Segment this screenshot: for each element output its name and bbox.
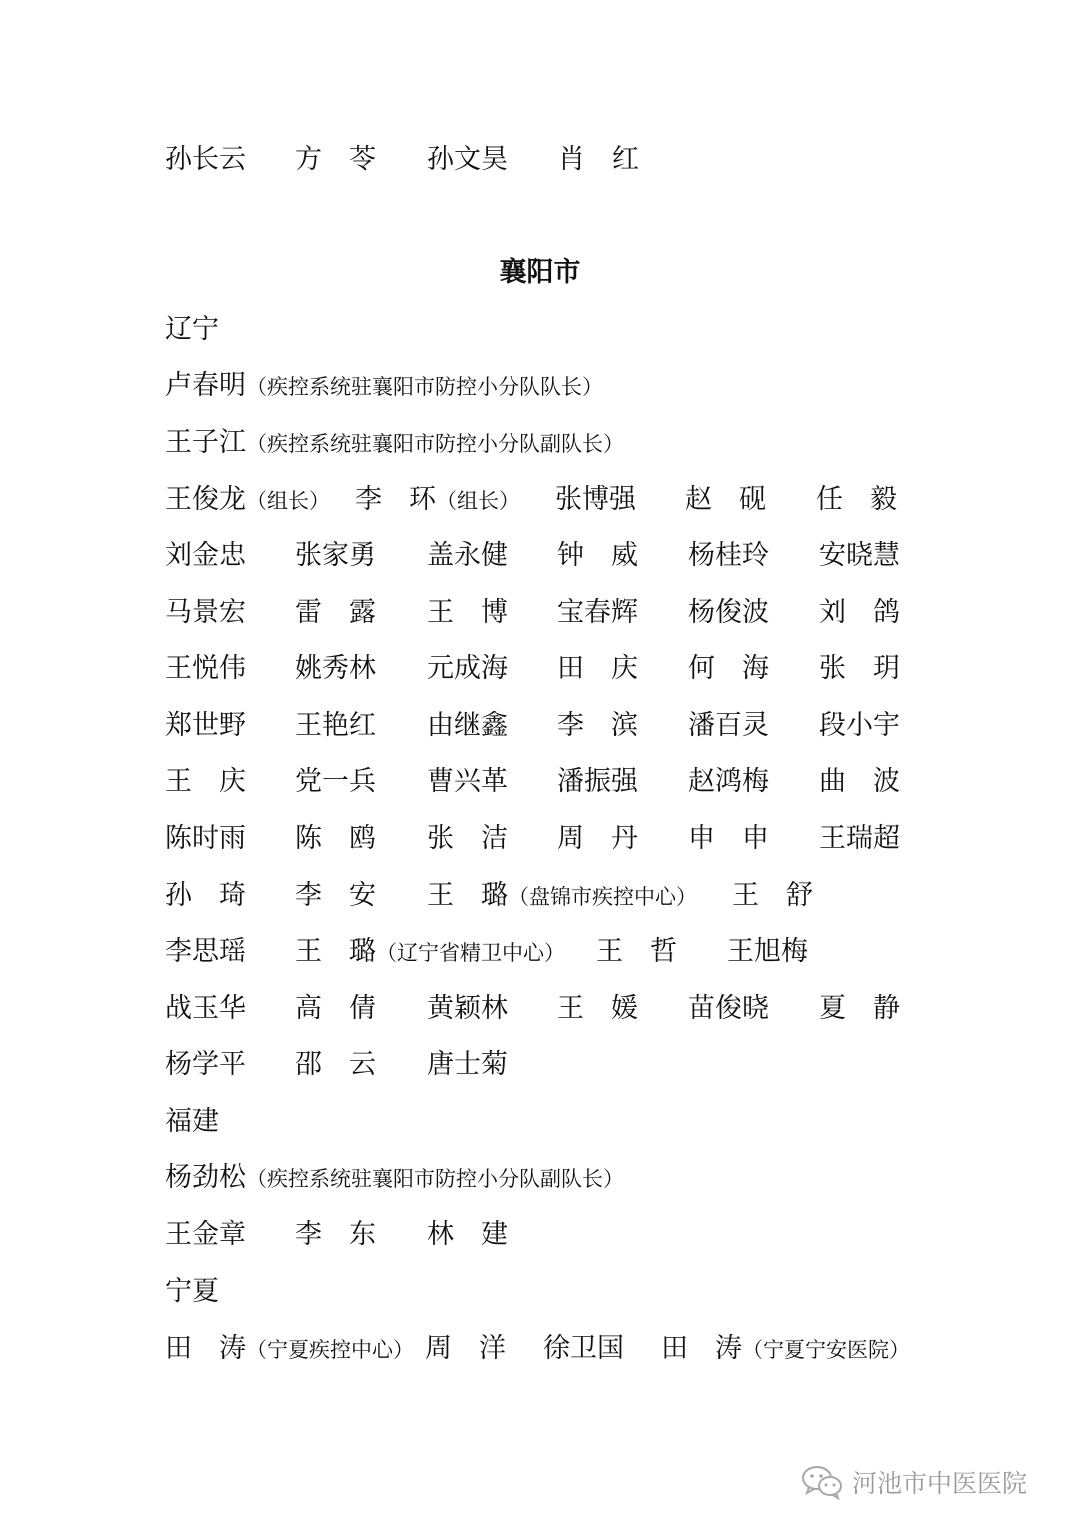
person-name: 徐卫国 [543, 1333, 624, 1364]
person-name: 李 东 [295, 1219, 376, 1250]
person-name: 王瑞超 [819, 823, 900, 854]
person-name: 周 丹 [557, 823, 638, 854]
person-name: 李 安 [295, 880, 376, 911]
person-name: 王 庆 [165, 766, 246, 797]
person-name-text: 田 涛 [661, 1333, 742, 1364]
person-name: 周 洋 [425, 1333, 506, 1364]
person-name: 王 媛 [557, 993, 638, 1024]
person-name-text: 李 环 [355, 484, 436, 515]
person-name: 邵 云 [295, 1049, 376, 1080]
person-name: 战玉华 [165, 993, 246, 1024]
person-name: 李思瑶 [165, 936, 246, 967]
person-name: 何 海 [688, 653, 769, 684]
person-name [355, 480, 520, 521]
person-name: 盖永健 [427, 540, 508, 571]
leader-line [165, 1158, 624, 1198]
person-name: 任 毅 [816, 484, 897, 515]
person-name: 苗俊晓 [688, 993, 769, 1024]
person-name: 黄颖林 [427, 993, 508, 1024]
person-name: 姚秀林 [295, 653, 376, 684]
person-name: 方 苓 [295, 144, 376, 175]
wechat-watermark [800, 1462, 1027, 1502]
person-name-text: 王 璐 [295, 936, 376, 967]
person-name-text: 王俊龙 [165, 484, 246, 515]
person-name: 由继鑫 [427, 710, 508, 741]
person-name: 李 滨 [557, 710, 638, 741]
affiliation-note: （宁夏宁安医院） [742, 1338, 910, 1362]
person-name [165, 480, 330, 521]
leader-role-note: （疾控系统驻襄阳市防控小分队副队长） [246, 1167, 624, 1191]
wechat-icon [800, 1464, 844, 1500]
person-name: 张 洁 [427, 823, 508, 854]
person-name: 潘百灵 [688, 710, 769, 741]
person-name: 孙文昊 [427, 144, 508, 175]
person-name-text: 田 涛 [165, 1333, 246, 1364]
watermark-text: 河池市中医医院 [852, 1469, 1028, 1498]
person-name: 杨俊波 [688, 597, 769, 628]
leader-line [165, 423, 624, 463]
person-name: 林 建 [427, 1219, 508, 1250]
leader-role-note: （疾控系统驻襄阳市防控小分队副队长） [246, 432, 624, 456]
person-name: 申 申 [688, 823, 769, 854]
person-name: 王旭梅 [727, 936, 808, 967]
person-name: 刘金忠 [165, 540, 246, 571]
person-name: 刘 鸽 [819, 597, 900, 628]
person-name: 郑世野 [165, 710, 246, 741]
role-note: （组长） [436, 489, 520, 513]
person-name: 党一兵 [295, 766, 376, 797]
person-name: 王金章 [165, 1219, 246, 1250]
person-name [661, 1329, 910, 1370]
person-name [295, 932, 565, 973]
section-heading-liaoning: 辽宁 [165, 314, 219, 345]
affiliation-note: （辽宁省精卫中心） [376, 941, 565, 965]
person-name: 曲 波 [819, 766, 900, 797]
city-title: 襄阳市 [499, 257, 581, 288]
person-name: 宝春辉 [557, 597, 638, 628]
section-heading-fujian: 福建 [165, 1106, 219, 1137]
section-heading-ningxia: 宁夏 [165, 1276, 219, 1307]
person-name: 陈时雨 [165, 823, 246, 854]
leader-name: 卢春明 [165, 370, 246, 401]
person-name: 曹兴革 [427, 766, 508, 797]
person-name [165, 1329, 414, 1370]
person-name: 王艳红 [295, 710, 376, 741]
person-name: 杨学平 [165, 1049, 246, 1080]
person-name: 赵鸿梅 [688, 766, 769, 797]
affiliation-note: （宁夏疾控中心） [246, 1338, 414, 1362]
leader-role-note: （疾控系统驻襄阳市防控小分队队长） [246, 375, 603, 399]
person-name: 王 博 [427, 597, 508, 628]
person-name: 钟 威 [557, 540, 638, 571]
leader-line [165, 366, 603, 406]
person-name-text: 王 璐 [427, 880, 508, 911]
person-name: 雷 露 [295, 597, 376, 628]
person-name: 王 哲 [596, 936, 677, 967]
person-name: 杨桂玲 [688, 540, 769, 571]
person-name: 张家勇 [295, 540, 376, 571]
person-name: 王悦伟 [165, 653, 246, 684]
person-name: 高 倩 [295, 993, 376, 1024]
person-name: 陈 鸥 [295, 823, 376, 854]
person-name: 王 舒 [732, 880, 813, 911]
person-name: 潘振强 [557, 766, 638, 797]
person-name: 孙 琦 [165, 880, 246, 911]
role-note: （组长） [246, 489, 330, 513]
person-name: 张博强 [555, 484, 636, 515]
person-name: 马景宏 [165, 597, 246, 628]
person-name: 张 玥 [819, 653, 900, 684]
person-name: 夏 静 [819, 993, 900, 1024]
person-name: 赵 砚 [685, 484, 766, 515]
person-name: 段小宇 [819, 710, 900, 741]
person-name: 唐士菊 [427, 1049, 508, 1080]
person-name: 孙长云 [165, 144, 246, 175]
person-name: 安晓慧 [819, 540, 900, 571]
person-name: 田 庆 [557, 653, 638, 684]
person-name: 元成海 [427, 653, 508, 684]
leader-name: 王子江 [165, 427, 246, 458]
leader-name: 杨劲松 [165, 1162, 246, 1193]
person-name: 肖 红 [558, 144, 639, 175]
person-name [427, 876, 697, 917]
affiliation-note: （盘锦市疾控中心） [508, 885, 697, 909]
